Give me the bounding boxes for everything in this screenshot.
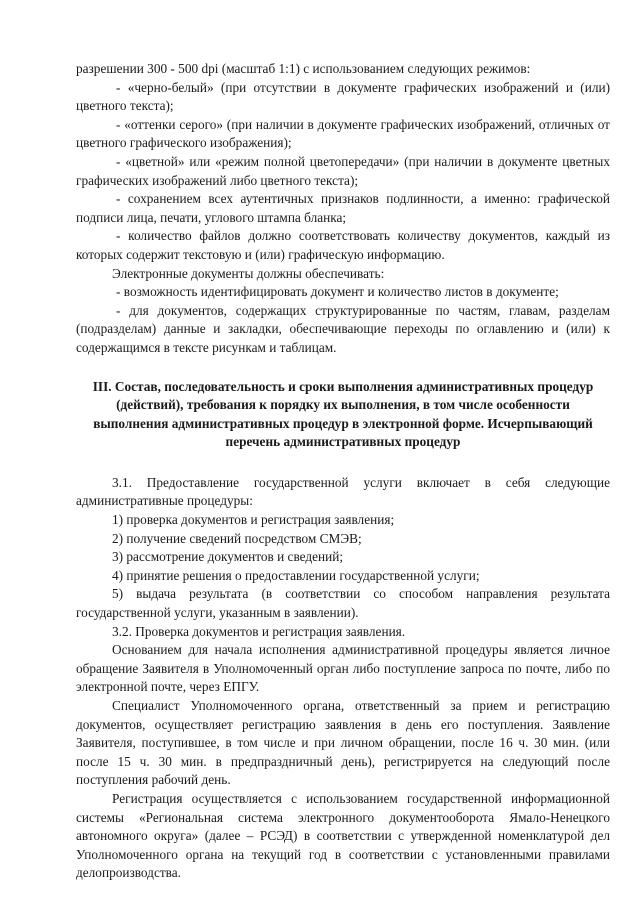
paragraph-resolution: разрешении 300 - 500 dpi (масштаб 1:1) с использованием следующих режимов: [76, 61, 531, 76]
procedure-item-3: 3) рассмотрение документов и сведений; [112, 549, 344, 565]
paragraph-basis: Основанием для начала исполнения административной процедуры является личное обращение Заявителя в Уполномоченный орган либо поступление запроса по почте, либо по электронной почте, через ЕПГУ. [76, 642, 610, 695]
list-item-identify: - возможность идентифицировать документ и количество листов в документе; [116, 284, 559, 300]
paragraph-3-2: 3.2. Проверка документов и регистрация заявления. [112, 623, 406, 639]
procedure-item-2: 2) получение сведений посредством СМЭВ; [112, 530, 362, 546]
list-item-file-count: - количество файлов должно соответствовать количеству документов, каждый из которых содержит текстовую и (или) графическую информацию. [76, 228, 610, 262]
list-item-grayscale-mode: - «оттенки серого» (при наличии в документе графических изображений, отличных от цветного графического изображения); [76, 116, 610, 151]
paragraph-3-1: 3.1. Предоставление государственной услуги включает в себя следующие административные процедуры: [76, 474, 610, 509]
procedure-item-4: 4) принятие решения о предоставлении государственной услуги; [112, 567, 480, 583]
list-item-bw-mode: - «черно-белый» (при отсутствии в документе графических изображений и (или) цветного текста); [76, 79, 610, 114]
paragraph-registration: Регистрация осуществляется с использованием государственной информационной системы «Региональная система электронного документооборота Ямало-Ненецкого автономного округа» (далее – РСЭД) в соответствии с утвержденной номенклатурой дел Уполномоченного органа на текущий год в соответствии с установленными правилами делопроизводства. [76, 790, 610, 881]
document-page [76, 60, 610, 883]
procedure-item-1: 1) проверка документов и регистрация заявления; [112, 512, 395, 528]
section-heading: III. Состав, последовательность и сроки выполнения административных процедур (действий), требования к порядку их выполнения, в том числе особенности выполнения административных процедур в электронной форме. Исчерпывающий перечень административных процедур [92, 378, 594, 450]
procedure-item-5: 5) выдача результата (в соответствии со способом направления результата государственной услуги, указанным в заявлении). [76, 586, 610, 621]
list-item-color-mode: - «цветной» или «режим полной цветопередачи» (при наличии в документе цветных графических изображений либо цветного текста); [76, 153, 610, 188]
paragraph-specialist: Специалист Уполномоченного органа, ответственный за прием и регистрацию документов, осуществляет регистрацию заявления в день его поступления. Заявление Заявителя, поступившее, в том числе и при личном обращении, после 16 ч. 30 мин. (или после 15 ч. 30 мин. в предпраздничный день), регистрируется на следующий после поступления рабочий день. [76, 698, 610, 788]
list-item-authenticity: - сохранением всех аутентичных признаков подлинности, а именно: графической подписи лица, печати, углового штампа бланка; [76, 191, 610, 225]
list-item-bookmarks: - для документов, содержащих структурированные по частям, главам, разделам (подразделам) данные и закладки, обеспечивающие переходы по оглавлению и (или) к содержащимся в тексте рисункам и таблицам. [76, 302, 610, 355]
paragraph-e-docs-intro: Электронные документы должны обеспечивать: [112, 265, 385, 281]
